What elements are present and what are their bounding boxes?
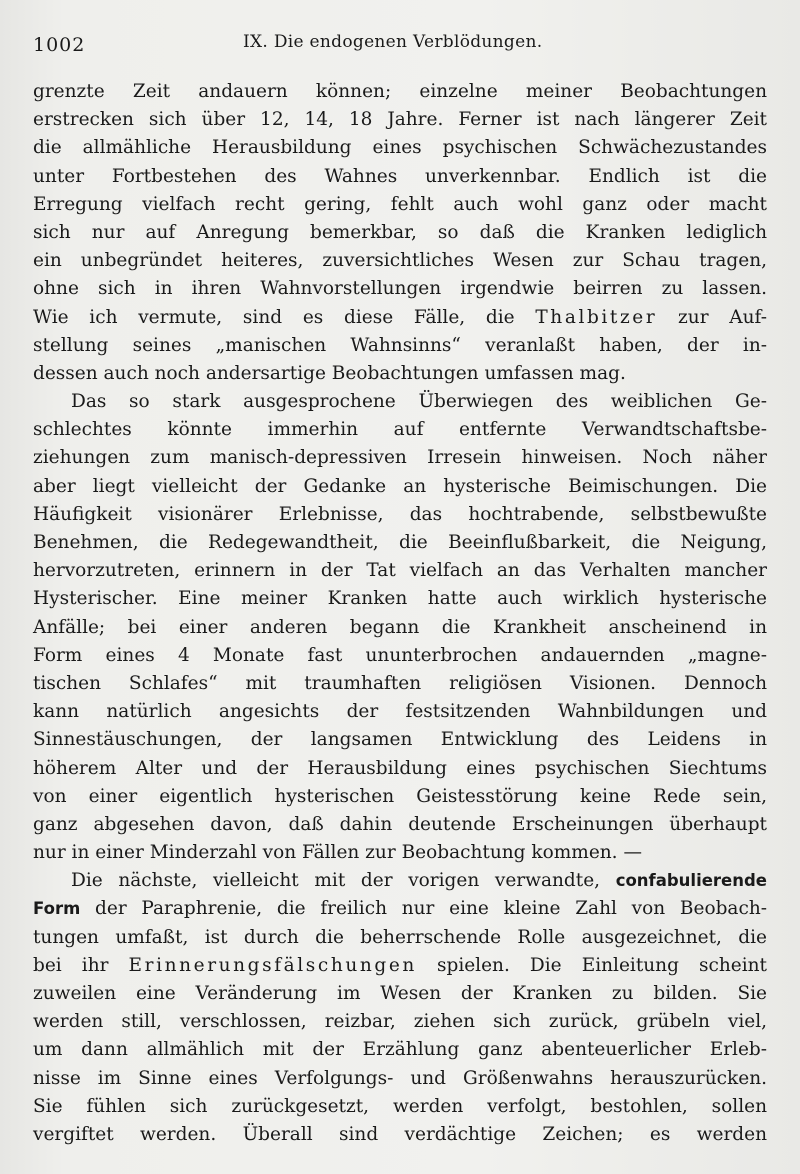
text-line	[33, 1093, 767, 1121]
line-text: Häufigkeit visionärer Erlebnisse, das hochtrabende, selbstbewußte	[33, 503, 767, 525]
text-line	[33, 867, 767, 895]
line-text: von einer eigentlich hysterischen Geistesstörung keine Rede sein,	[33, 785, 767, 807]
text-line	[33, 163, 767, 191]
text-line	[33, 1036, 767, 1064]
text-line	[33, 726, 767, 754]
bold-heading-term: confabulierende	[615, 871, 767, 891]
text-line	[33, 811, 767, 839]
line-text: ohne sich in ihren Wahnvorstellungen irgendwie beirren zu lassen.	[33, 278, 767, 300]
line-text: nisse im Sinne eines Verfolgungs- und Größenwahns herauszurücken.	[33, 1067, 767, 1089]
text-line	[33, 304, 767, 332]
text-line	[33, 755, 767, 783]
line-text: ein unbegründet heiteres, zuversichtliches Wesen zur Schau tragen,	[33, 250, 767, 272]
text-line	[33, 557, 767, 585]
line-text: Benehmen, die Redegewandtheit, die Beeinflußbarkeit, die Neigung,	[33, 532, 767, 553]
spaced-emphasis: Thalbitzer	[535, 306, 658, 328]
line-text: Erregung vielfach recht gering, fehlt auch wohl ganz oder macht	[33, 193, 767, 215]
text-line	[33, 1008, 767, 1036]
line-text: ziehungen zum manisch-depressiven Irresein hinweisen. Noch näher	[33, 447, 767, 469]
line-text: grenzte Zeit andauern können; einzelne meiner Beobachtungen	[33, 81, 767, 102]
text-line	[33, 924, 767, 952]
line-text: um dann allmählich mit der Erzählung ganz abenteuerlicher Erleb-	[33, 1039, 767, 1061]
line-text: nur in einer Minderzahl von Fällen zur Beobachtung kommen. —	[33, 842, 642, 864]
line-text: vergiftet werden. Überall sind verdächtige Zeichen; es werden	[33, 1123, 767, 1145]
line-text: die allmähliche Herausbildung eines psychischen Schwächezustandes	[33, 137, 767, 159]
text-line	[33, 134, 767, 162]
line-text: Das so stark ausgesprochene Überwiegen des weiblichen Ge-	[71, 391, 767, 413]
line-text: schlechtes könnte immerhin auf entfernte Verwandtschaftsbe-	[33, 419, 767, 441]
line-text: dessen auch noch andersartige Beobachtungen umfassen mag.	[33, 362, 626, 384]
text-line	[33, 698, 767, 726]
text-line	[33, 247, 767, 275]
text-line	[33, 839, 767, 867]
line-text: tischen Schlafes“ mit traumhaften religiösen Visionen. Dennoch	[33, 672, 767, 694]
text-line	[33, 1121, 767, 1149]
line-text: bei ihr	[33, 954, 129, 976]
text-line	[33, 642, 767, 670]
line-text: sich nur auf Anregung bemerkbar, so daß die Kranken lediglich	[33, 221, 767, 243]
line-text: höherem Alter und der Herausbildung eines psychischen Siechtums	[33, 757, 767, 779]
text-line	[33, 783, 767, 811]
text-line	[33, 980, 767, 1008]
line-text: Anfälle; bei einer anderen begann die Krankheit anscheinend in	[33, 616, 767, 638]
line-text: Form eines 4 Monate fast ununterbrochen andauernden „magne-	[33, 644, 767, 666]
line-text: aber liegt vielleicht der Gedanke an hysterische Beimischungen. Die	[33, 475, 767, 497]
line-text: ganz abgesehen davon, daß dahin deutende Erscheinungen überhaupt	[33, 813, 767, 835]
line-text: der Paraphrenie, die freilich nur eine kleine Zahl von Beobach-	[80, 898, 767, 920]
bold-heading-term: Form	[33, 899, 81, 919]
text-line	[33, 585, 767, 613]
text-line	[33, 106, 767, 134]
line-text: erstrecken sich über 12, 14, 18 Jahre. Ferner ist nach längerer Zeit	[33, 109, 767, 131]
text-line	[33, 501, 767, 529]
line-text: unter Fortbestehen des Wahnes unverkennbar. Endlich ist die	[33, 165, 767, 187]
text-line	[33, 1065, 767, 1093]
line-text: Sinnestäuschungen, der langsamen Entwicklung des Leidens in	[33, 729, 767, 751]
page-header	[33, 30, 767, 60]
running-head: IX. Die endogenen Verblödungen.	[243, 32, 543, 52]
spaced-emphasis: Erinnerungsfälschungen	[128, 954, 417, 976]
text-line	[33, 388, 767, 416]
line-text: Wie ich vermute, sind es diese Fälle, die	[33, 306, 536, 328]
body-text	[33, 78, 767, 1149]
text-line	[33, 444, 767, 472]
text-line	[33, 219, 767, 247]
text-line	[33, 614, 767, 642]
line-text: Die nächste, vielleicht mit der vorigen verwandte,	[71, 870, 616, 892]
line-text: Sie fühlen sich zurückgesetzt, werden verfolgt, bestohlen, sollen	[33, 1095, 767, 1117]
line-text: kann natürlich angesichts der festsitzenden Wahnbildungen und	[33, 701, 767, 723]
line-text: zur Auf-	[657, 306, 767, 328]
line-text: werden still, verschlossen, reizbar, ziehen sich zurück, grübeln viel,	[33, 1011, 767, 1033]
text-line	[33, 332, 767, 360]
line-text: spielen. Die Einleitung scheint	[416, 954, 767, 976]
text-line	[33, 952, 767, 980]
line-text: hervorzutreten, erinnern in der Tat vielfach an das Verhalten mancher	[33, 560, 767, 582]
text-line	[33, 670, 767, 698]
text-line	[33, 191, 767, 219]
line-text: tungen umfaßt, ist durch die beherrschende Rolle ausgezeichnet, die	[33, 926, 767, 948]
text-line	[33, 360, 767, 388]
text-line	[33, 78, 767, 106]
line-text: Hysterischer. Eine meiner Kranken hatte auch wirklich hysterische	[33, 588, 767, 610]
text-line	[33, 473, 767, 501]
text-line	[33, 895, 767, 923]
line-text: stellung seines „manischen Wahnsinns“ veranlaßt haben, der in-	[33, 334, 767, 356]
text-line	[33, 529, 767, 557]
text-line	[33, 416, 767, 444]
text-line	[33, 275, 767, 303]
line-text: zuweilen eine Veränderung im Wesen der Kranken zu bilden. Sie	[33, 983, 767, 1004]
page-number: 1002	[33, 34, 86, 56]
